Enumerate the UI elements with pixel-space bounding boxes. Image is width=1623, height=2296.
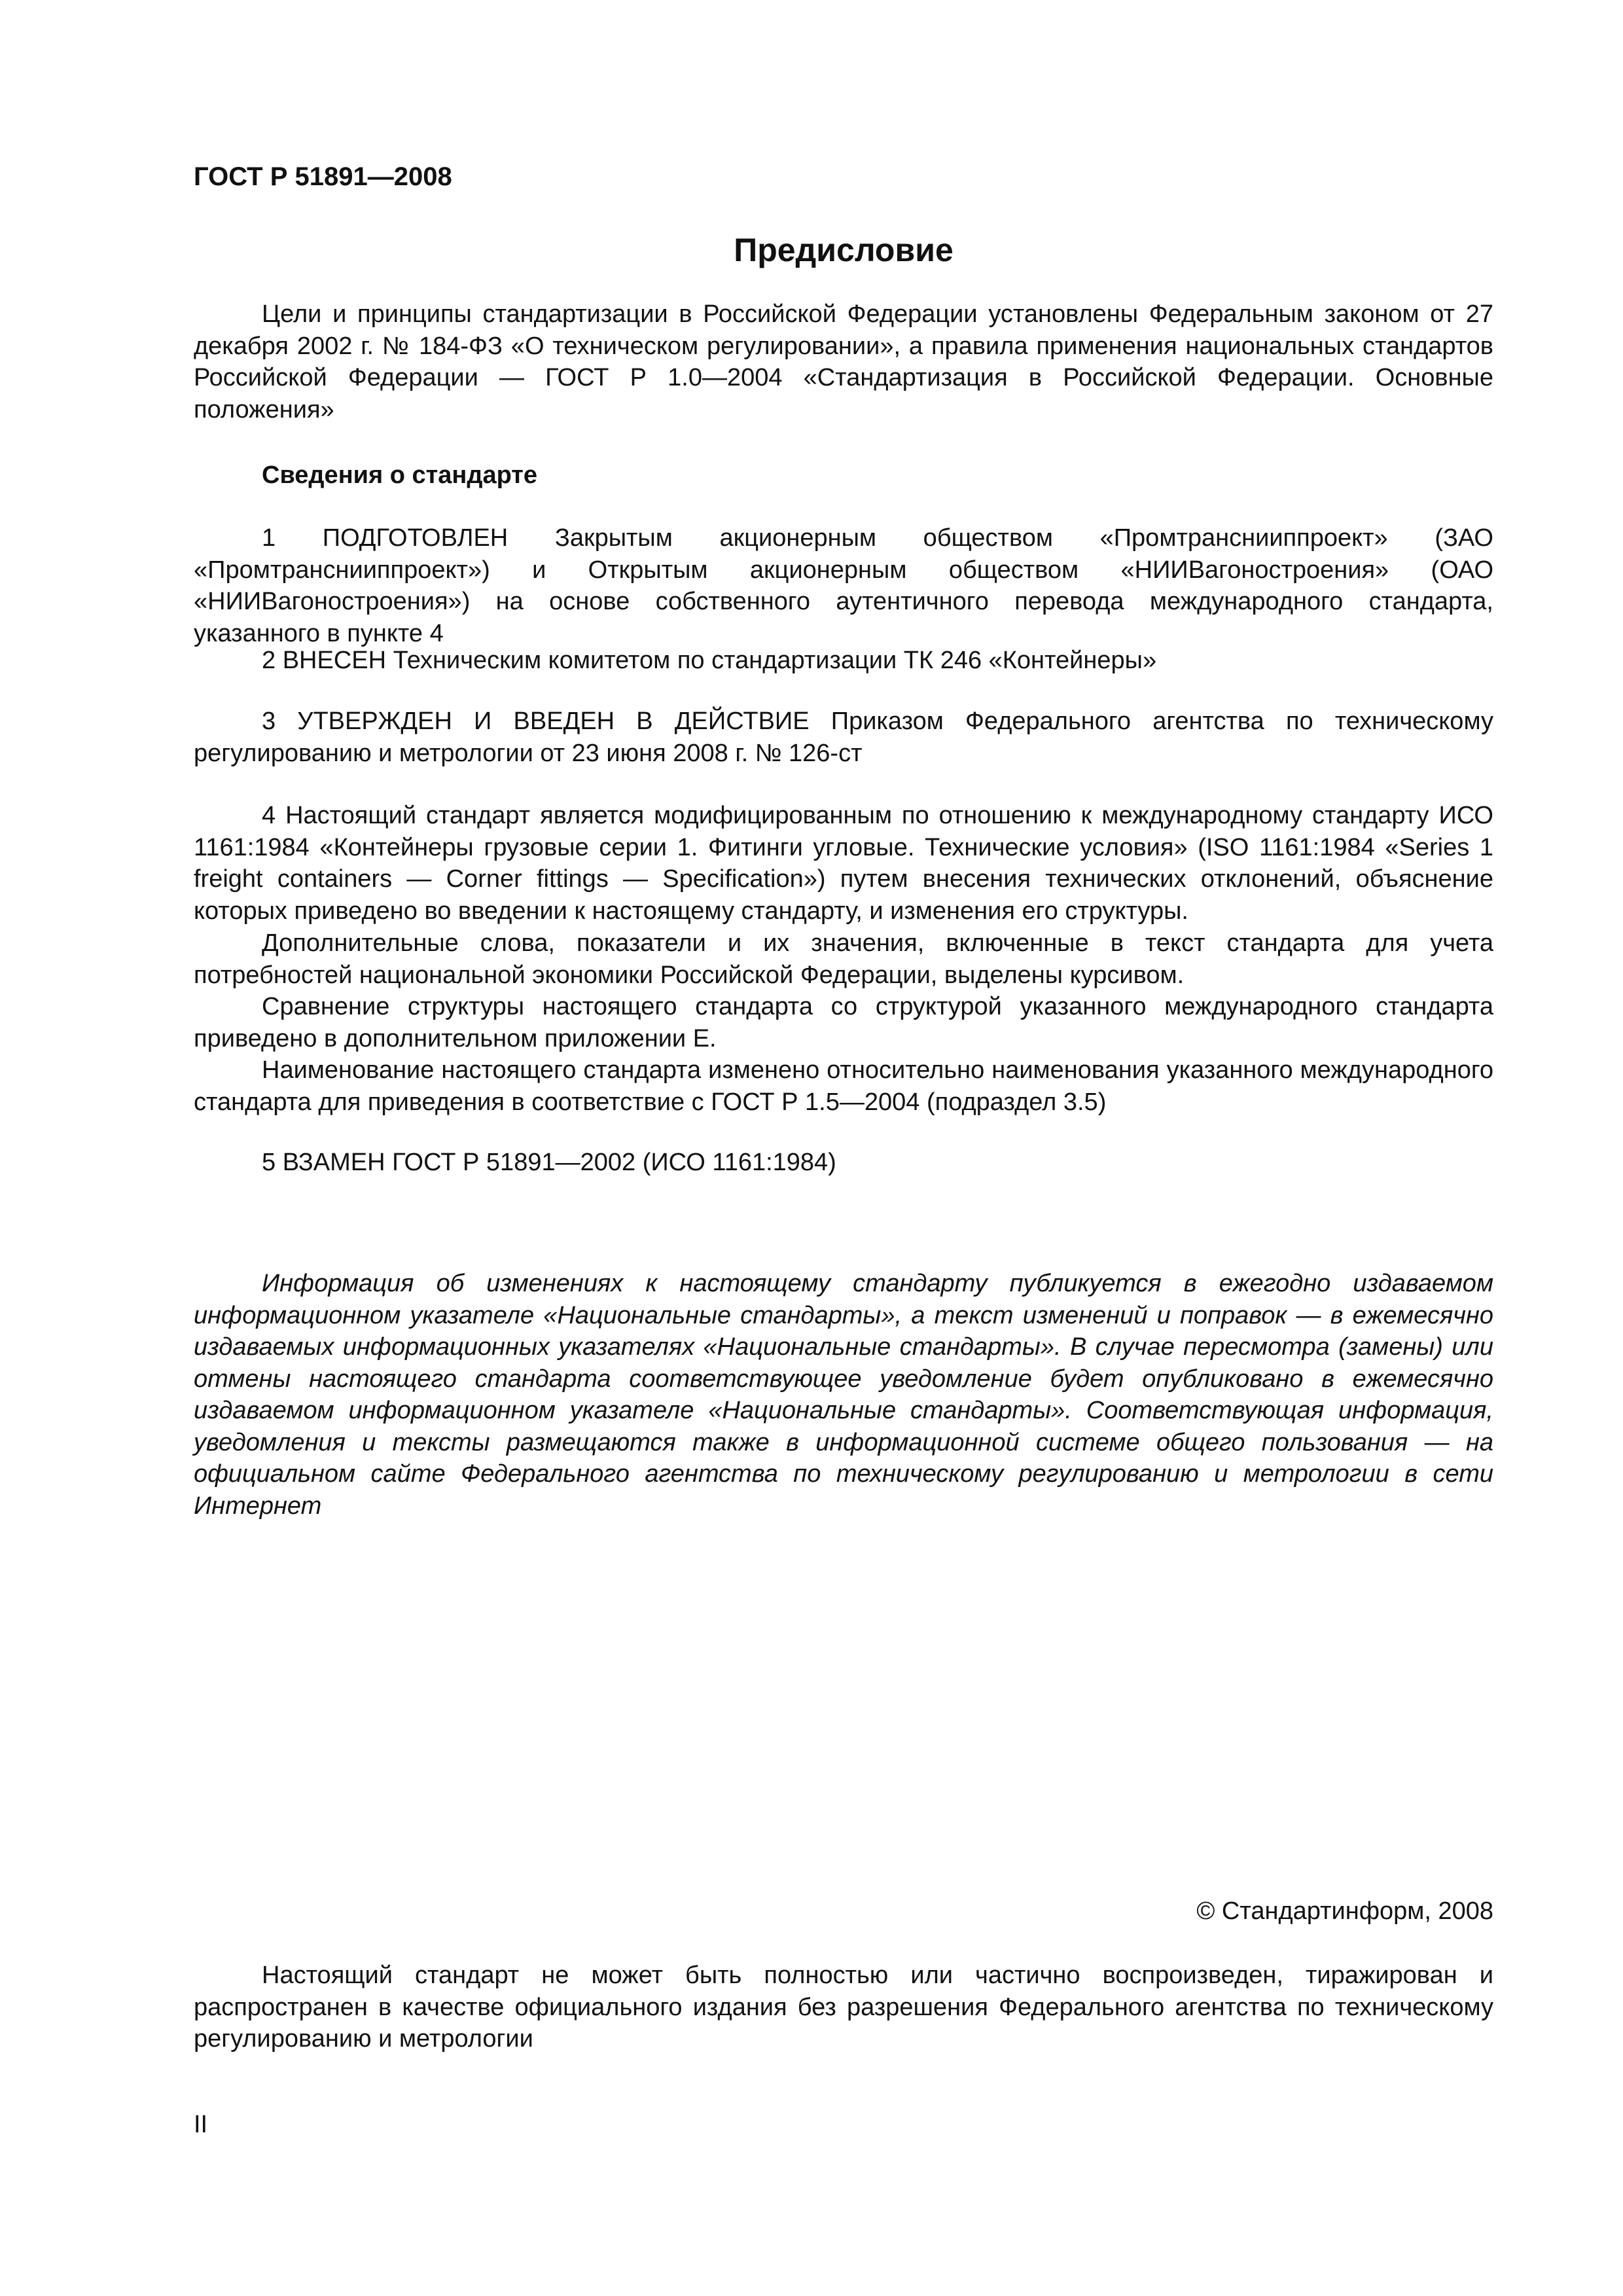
standard-item-1: 1 ПОДГОТОВЛЕН Закрытым акционерным обществом «Промтранснииппроект» (ЗАО «Промтранснииппроект») и Открытым акционерным обществом «НИИВагоностроения» (ОАО «НИИВагоностроения») на основе собственного аутентичного перевода международного стандарта, указанного в пункте 4 [194, 524, 1493, 647]
document-code: ГОСТ Р 51891—2008 [194, 162, 452, 191]
intro-paragraph: Цели и принципы стандартизации в Российской Федерации установлены Федеральным законом от 27 декабря 2002 г. № 184-ФЗ «О техническом регулировании», а правила применения национальных стандартов Российской Федерации — ГОСТ Р 1.0—2004 «Стандартизация в Российской Федерации. Основные положения» [194, 300, 1493, 423]
standard-item-4: 4 Настоящий стандарт является модифицированным по отношению к международному стандарту ИСО 1161:1984 «Контейнеры грузовые серии 1. Фитинги угловые. Технические условия» (ISO 1161:1984 «Series 1 freight containers — Corner fittings — Specification») путем внесения технических отклонений, объяснение которых приведено во введении к настоящему стандарту, и изменения его структуры. [194, 802, 1493, 925]
page-number: II [194, 2111, 208, 2138]
standard-item-3: 3 УТВЕРЖДЕН И ВВЕДЕН В ДЕЙСТВИЕ Приказом Федерального агентства по техническому регулированию и метрологии от 23 июня 2008 г. № 126-ст [194, 708, 1493, 767]
standard-item-4-naming: Наименование настоящего стандарта изменено относительно наименования указанного международного стандарта для приведения в соответствие с ГОСТ Р 1.5—2004 (подраздел 3.5) [194, 1056, 1493, 1116]
reproduction-notice: Настоящий стандарт не может быть полностью или частично воспроизведен, тиражирован и распространен в качестве официального издания без разрешения Федерального агентства по техническому регулированию и метрологии [194, 1962, 1493, 2053]
standard-item-2: 2 ВНЕСЕН Техническим комитетом по стандартизации ТК 246 «Контейнеры» [262, 647, 1157, 674]
standard-item-4-additions: Дополнительные слова, показатели и их значения, включенные в текст стандарта для учета потребностей национальной экономики Российской Федерации, выделены курсивом. [194, 929, 1493, 989]
page-title: Предисловие [734, 232, 954, 268]
standard-info-heading: Сведения о стандарте [262, 461, 538, 489]
standard-item-4-comparison: Сравнение структуры настоящего стандарта со структурой указанного международного стандарта приведено в дополнительном приложении Е. [194, 993, 1493, 1052]
standard-item-5: 5 ВЗАМЕН ГОСТ Р 51891—2002 (ИСО 1161:1984) [262, 1149, 836, 1176]
changes-notice: Информация об изменениях к настоящему стандарту публикуется в ежегодно издаваемом информационном указателе «Национальные стандарты», а текст изменений и поправок — в ежемесячно издаваемых информационных указателях «Национальные стандарты». В случае пересмотра (замены) или отмены настоящего стандарта соответствующее уведомление будет опубликовано в ежемесячно издаваемом информационном указателе «Национальные стандарты». Соответствующая информация, уведомления и тексты размещаются также в информационной системе общего пользования — на официальном сайте Федерального агентства по техническому регулированию и метрологии в сети Интернет [194, 1270, 1493, 1520]
copyright-line: © Стандартинформ, 2008 [1196, 1897, 1493, 1925]
